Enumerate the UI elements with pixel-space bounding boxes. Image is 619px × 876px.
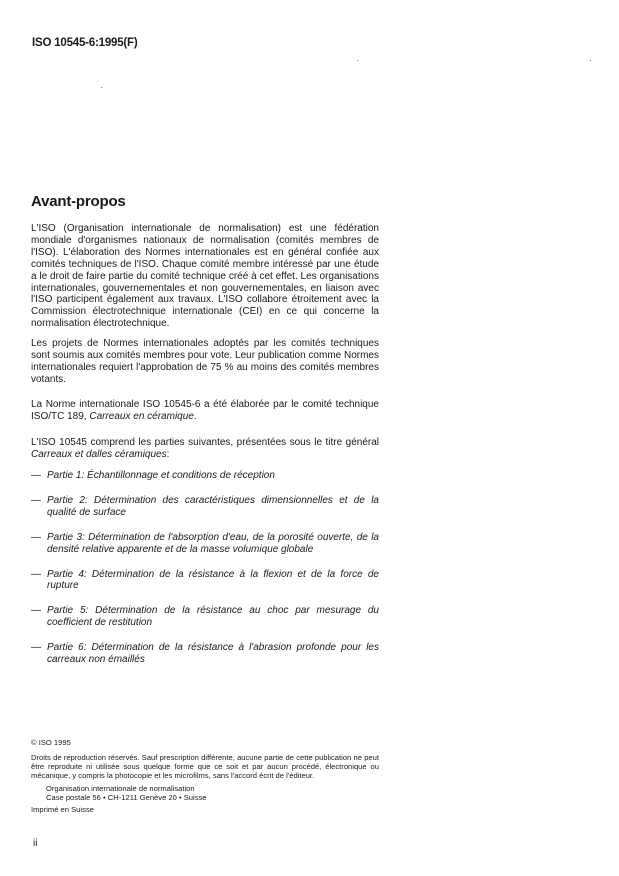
list-item: — Partie 6: Détermination de la résistance à l'abrasion profonde pour les carreaux non émaillés xyxy=(31,642,379,666)
list-item: — Partie 4: Détermination de la résistance à la flexion et de la force de rupture xyxy=(31,568,379,592)
paragraph-technical-committee: La Norme internationale ISO 10545-6 a été élaborée par le comité technique ISO/TC 189, Carreaux en céramique. xyxy=(31,399,379,422)
list-item: — Partie 2: Détermination des caractéristiques dimensionnelles et de la qualité de surface xyxy=(31,494,379,518)
organisation-address: Organisation internationale de normalisation Case postale 56 • CH-1211 Genève 20 • Suisse xyxy=(46,784,207,802)
scan-speck xyxy=(101,87,102,88)
reproduction-rights: Droits de reproduction réservés. Sauf prescription différente, aucune partie de cette publication ne peut être reproduite ni utilisée sous quelque forme que ce soit et par aucun procédé, électronique ou mécanique, y compris la photocopie et les microfilms, sans l'accord écrit de l'éditeur. xyxy=(31,753,379,780)
printed-in: Imprimé en Suisse xyxy=(31,805,94,814)
paragraph-iso-intro: L'ISO (Organisation internationale de normalisation) est une fédération mondiale d'organismes nationaux de normalisation (comités membres de l'ISO). L'élaboration des Normes internationales est en général confiée aux comités techniques de l'ISO. Chaque comité membre intéressé par une étude a le droit de faire partie du comité technique créé à cet effet. Les organisations internationales, gouvernementales et non gouvernementales, en liaison avec l'ISO participent également aux travaux. L'ISO collabore étroitement avec la Commission électrotechnique internationale (CEI) en ce qui concerne la normalisation électrotechnique. xyxy=(31,223,379,330)
copyright-notice: © ISO 1995 xyxy=(31,738,71,747)
list-item: — Partie 1: Échantillonnage et conditions de réception xyxy=(31,470,275,481)
paragraph-parts-intro: L'ISO 10545 comprend les parties suivantes, présentées sous le titre général Carreaux et dalles céramiques: xyxy=(31,437,379,460)
paragraph-adoption: Les projets de Normes internationales adoptés par les comités techniques sont soumis aux comités membres pour vote. Leur publication comme Normes internationales requiert l'approbation de 75 % au moins des comités membres votants. xyxy=(31,338,379,385)
list-item: — Partie 5: Détermination de la résistance au choc par mesurage du coefficient de restitution xyxy=(31,605,379,629)
copyright-block xyxy=(31,738,379,814)
scan-speck xyxy=(590,60,591,61)
parts-list xyxy=(31,470,379,679)
document-header: ISO 10545-6:1995(F) xyxy=(32,37,138,49)
list-item: — Partie 3: Détermination de l'absorption d'eau, de la porosité ouverte, de la densité relative apparente et de la masse volumique globale xyxy=(31,531,379,555)
scan-speck xyxy=(357,60,358,61)
page-number: ii xyxy=(33,838,38,849)
section-heading: Avant-propos xyxy=(31,193,126,210)
